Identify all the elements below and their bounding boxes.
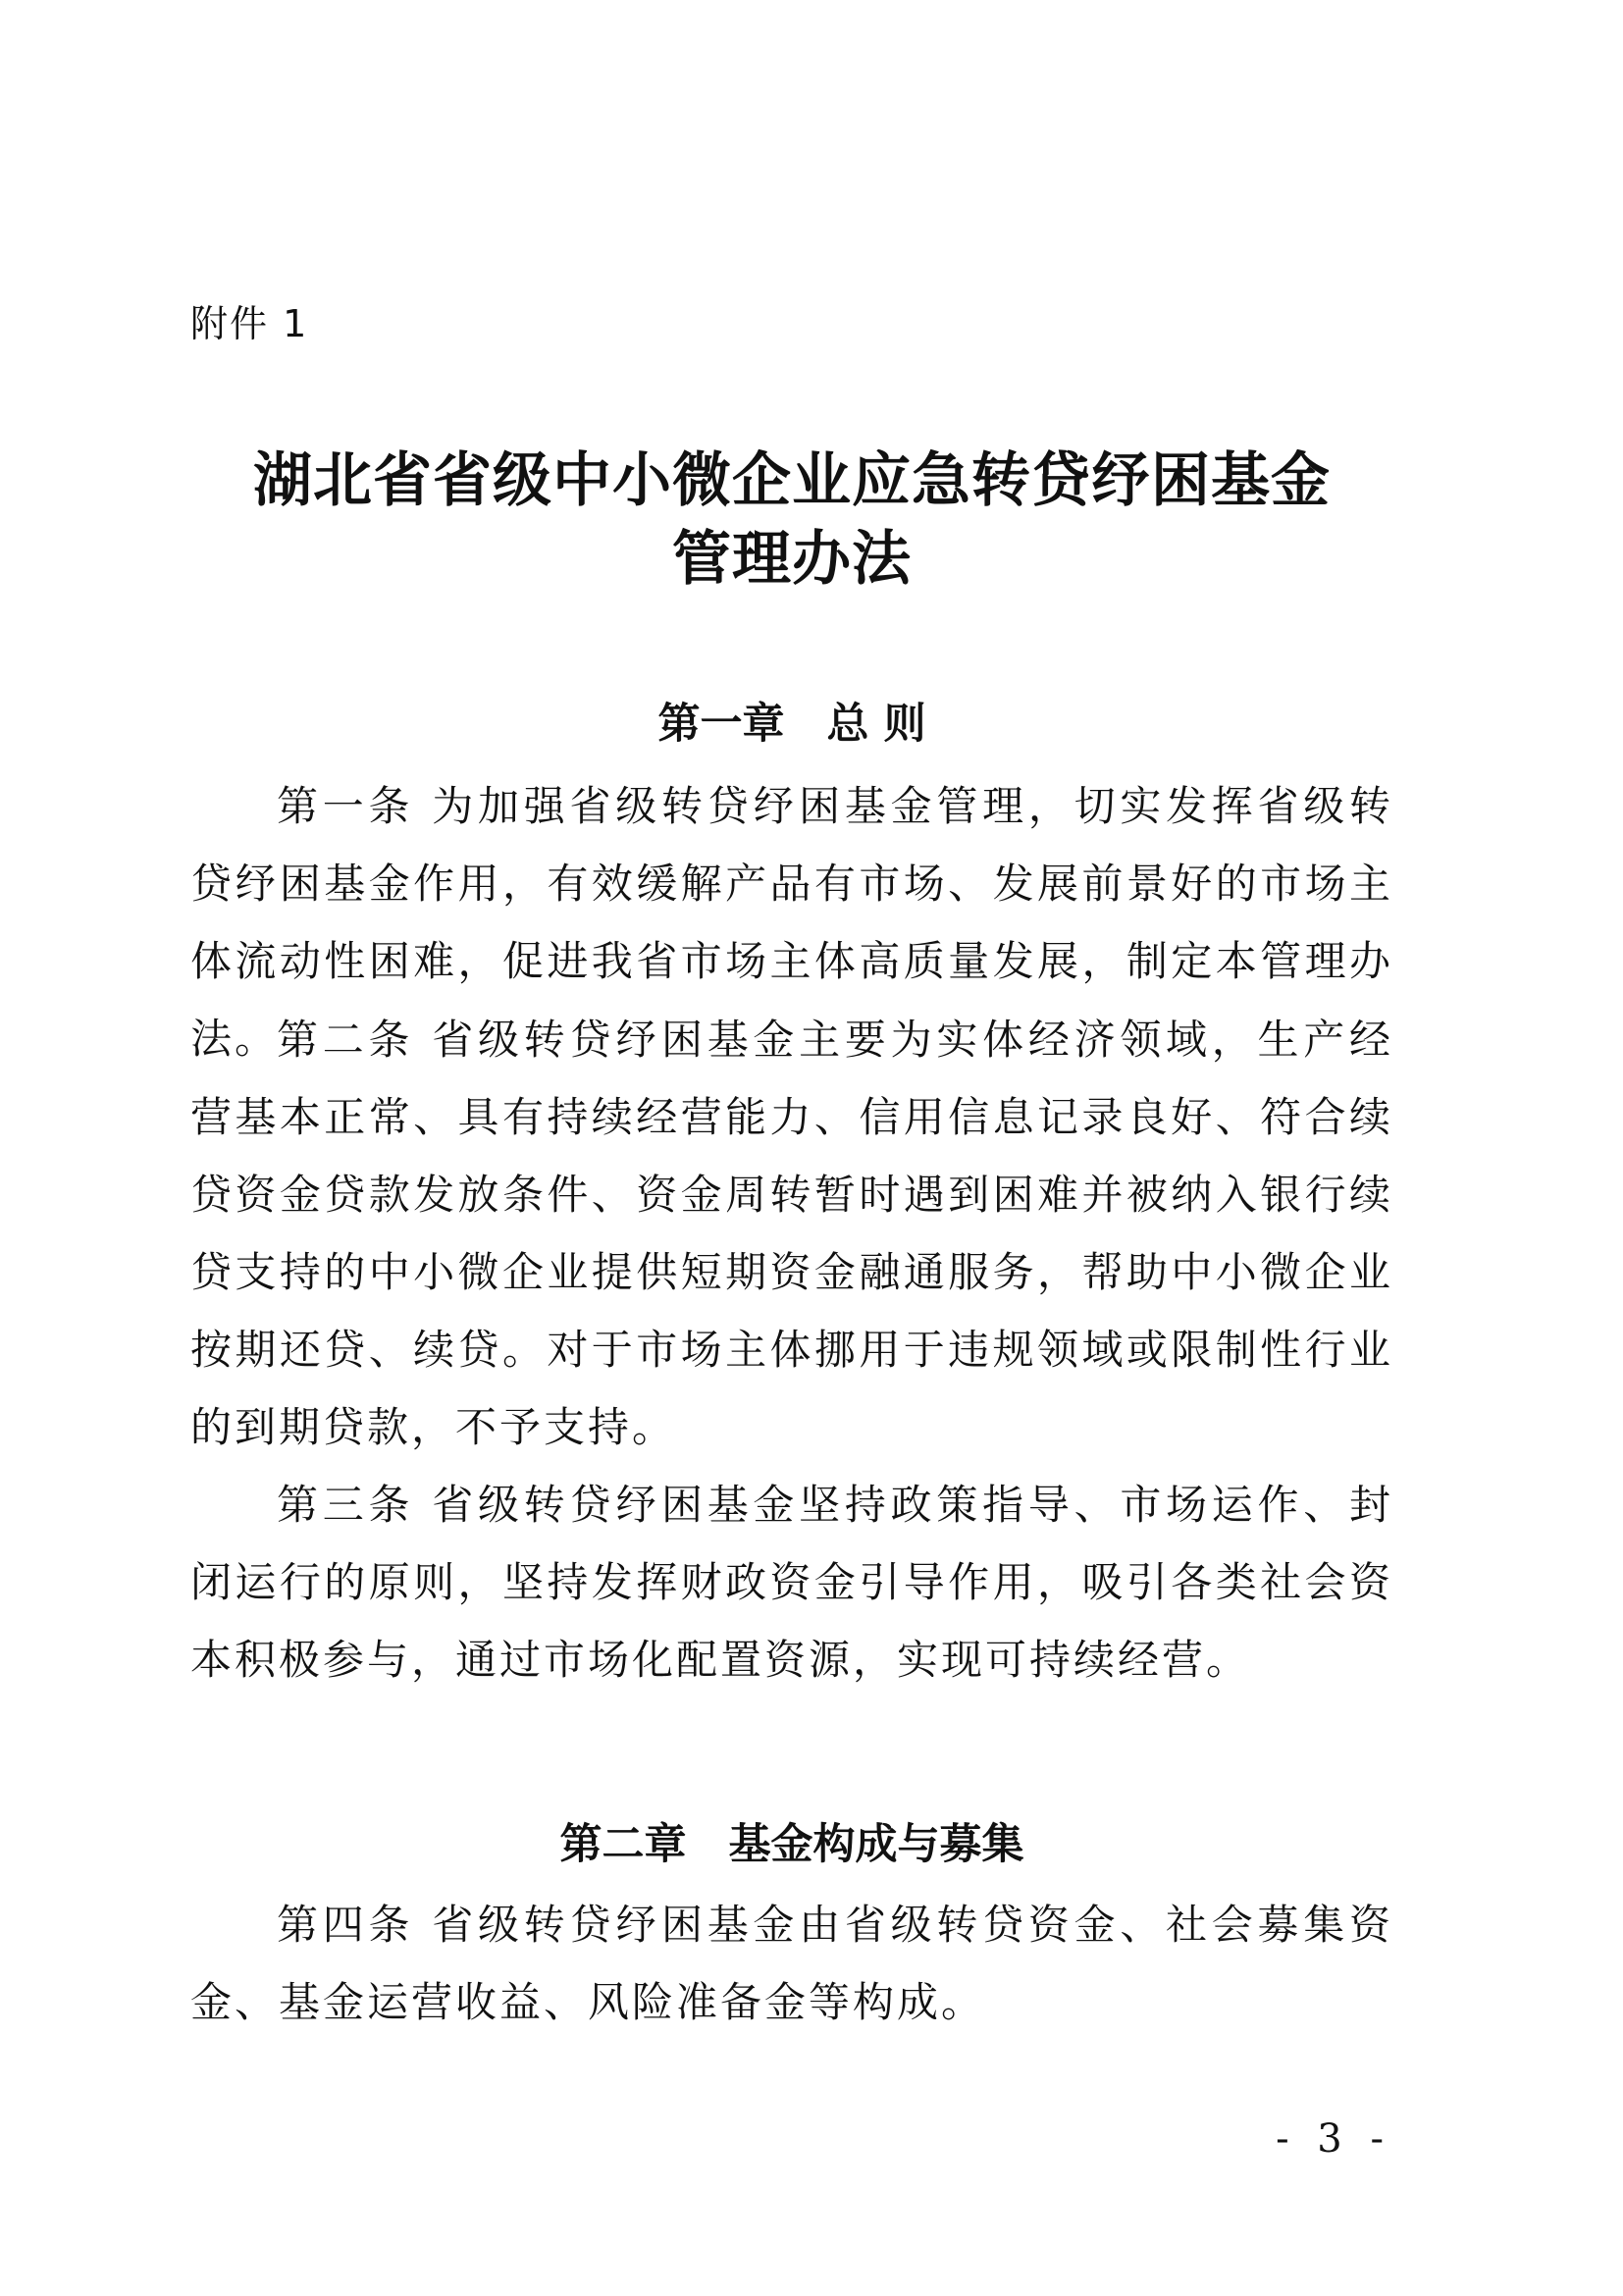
document-title-line-2: 管理办法 (672, 525, 912, 594)
article-4: 第四条 省级转贷纾困基金由省级转贷资金、社会募集资金、基金运营收益、风险准备金等构成。 (190, 1901, 1393, 2026)
attachment-label: 附件 1 (190, 302, 309, 345)
document-title-line-1: 湖北省省级中小微企业应急转贷纾困基金 (253, 446, 1331, 515)
article-3: 第三条 省级转贷纾困基金坚持政策指导、市场运作、封闭运行的原则，坚持发挥财政资金引导作用，吸引各类社会资本积极参与，通过市场化配置资源，实现可持续经营。 (190, 1481, 1393, 1684)
chapter-1-heading: 第一章 总 则 (657, 700, 926, 749)
chapter-2-heading: 第二章 基金构成与募集 (559, 1820, 1024, 1869)
article-1: 第一条 为加强省级转贷纾困基金管理，切实发挥省级转贷纾困基金作用，有效缓解产品有市场、发展前景好的市场主体流动性困难，促进我省市场主体高质量发展，制定本管理办法。 (190, 782, 1393, 1063)
article-2: 第二条 省级转贷纾困基金主要为实体经济领域，生产经营基本正常、具有持续经营能力、信用信息记录良好、符合续贷资金贷款发放条件、资金周转暂时遇到困难并被纳入银行续贷支持的中小微企业提供短期资金融通服务，帮助中小微企业按期还贷、续贷。对于市场主体挪用于违规领域或限制性行业的到期贷款，不予支持。 (190, 1016, 1393, 1451)
page-number: - 3 - (1276, 2116, 1391, 2162)
